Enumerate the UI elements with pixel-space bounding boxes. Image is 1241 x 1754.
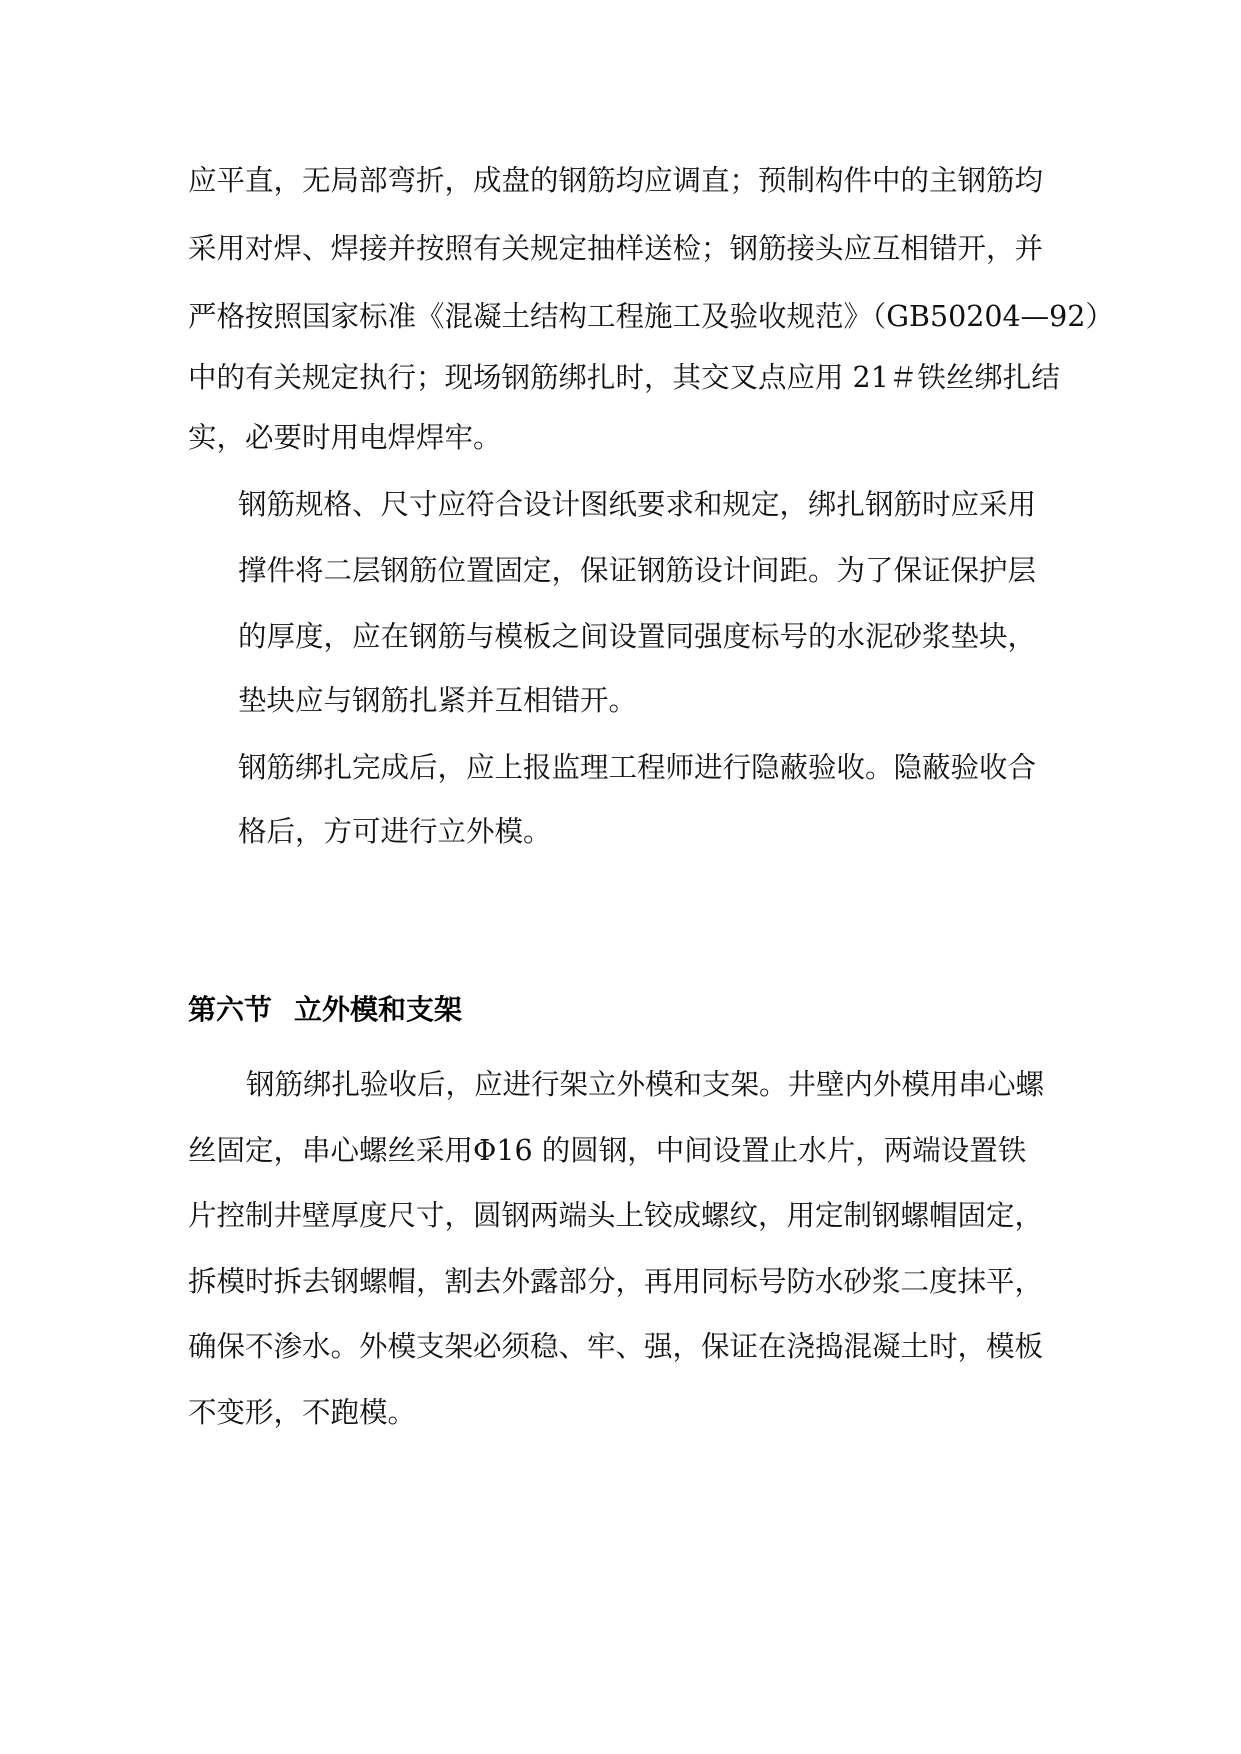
paragraph4-line-5: 确保不渗水。外模支架必须稳、牢、强，保证在浇捣混凝土时，模板 (188, 1330, 1044, 1363)
section-title: 立外模和支架 (294, 993, 463, 1026)
paragraph1-line-4: 中的有关规定执行；现场钢筋绑扎时，其交叉点应用 21＃铁丝绑扎结 (188, 361, 1060, 394)
paragraph4-line-1: 钢筋绑扎验收后，应进行架立外模和支架。井壁内外模用串心螺 (246, 1068, 1045, 1101)
paragraph2-line-3: 的厚度，应在钢筋与模板之间设置同强度标号的水泥砂浆垫块， (238, 620, 1037, 653)
paragraph1-line-2: 采用对焊、焊接并按照有关规定抽样送检；钢筋接头应互相错开，并 (188, 232, 1044, 265)
section-heading (188, 993, 462, 1027)
paragraph2-line-1: 钢筋规格、尺寸应符合设计图纸要求和规定，绑扎钢筋时应采用 (238, 488, 1037, 521)
paragraph4-line-6: 不变形，不跑模。 (188, 1396, 417, 1429)
paragraph2-line-2: 撑件将二层钢筋位置固定，保证钢筋设计间距。为了保证保护层 (238, 554, 1037, 587)
paragraph1-line-5: 实，必要时用电焊焊牢。 (188, 421, 502, 454)
section-number: 第六节 (188, 993, 273, 1026)
paragraph4-line-3: 片控制井壁厚度尺寸，圆钢两端头上铰成螺纹，用定制钢螺帽固定， (188, 1199, 1044, 1232)
paragraph1-line-1: 应平直，无局部弯折，成盘的钢筋均应调直；预制构件中的主钢筋均 (188, 164, 1044, 197)
paragraph3-line-1: 钢筋绑扎完成后，应上报监理工程师进行隐蔽验收。隐蔽验收合 (238, 751, 1037, 784)
paragraph3-line-2: 格后，方可进行立外模。 (238, 815, 552, 848)
paragraph2-line-4: 垫块应与钢筋扎紧并互相错开。 (238, 684, 638, 717)
paragraph4-line-4: 拆模时拆去钢螺帽，割去外露部分，再用同标号防水砂浆二度抹平， (188, 1265, 1044, 1298)
paragraph4-line-2: 丝固定，串心螺丝采用Φ16 的圆钢，中间设置止水片，两端设置铁 (188, 1134, 1027, 1167)
paragraph1-line-3: 严格按照国家标准《混凝土结构工程施工及验收规范》（GB50204—92） (188, 300, 1114, 333)
